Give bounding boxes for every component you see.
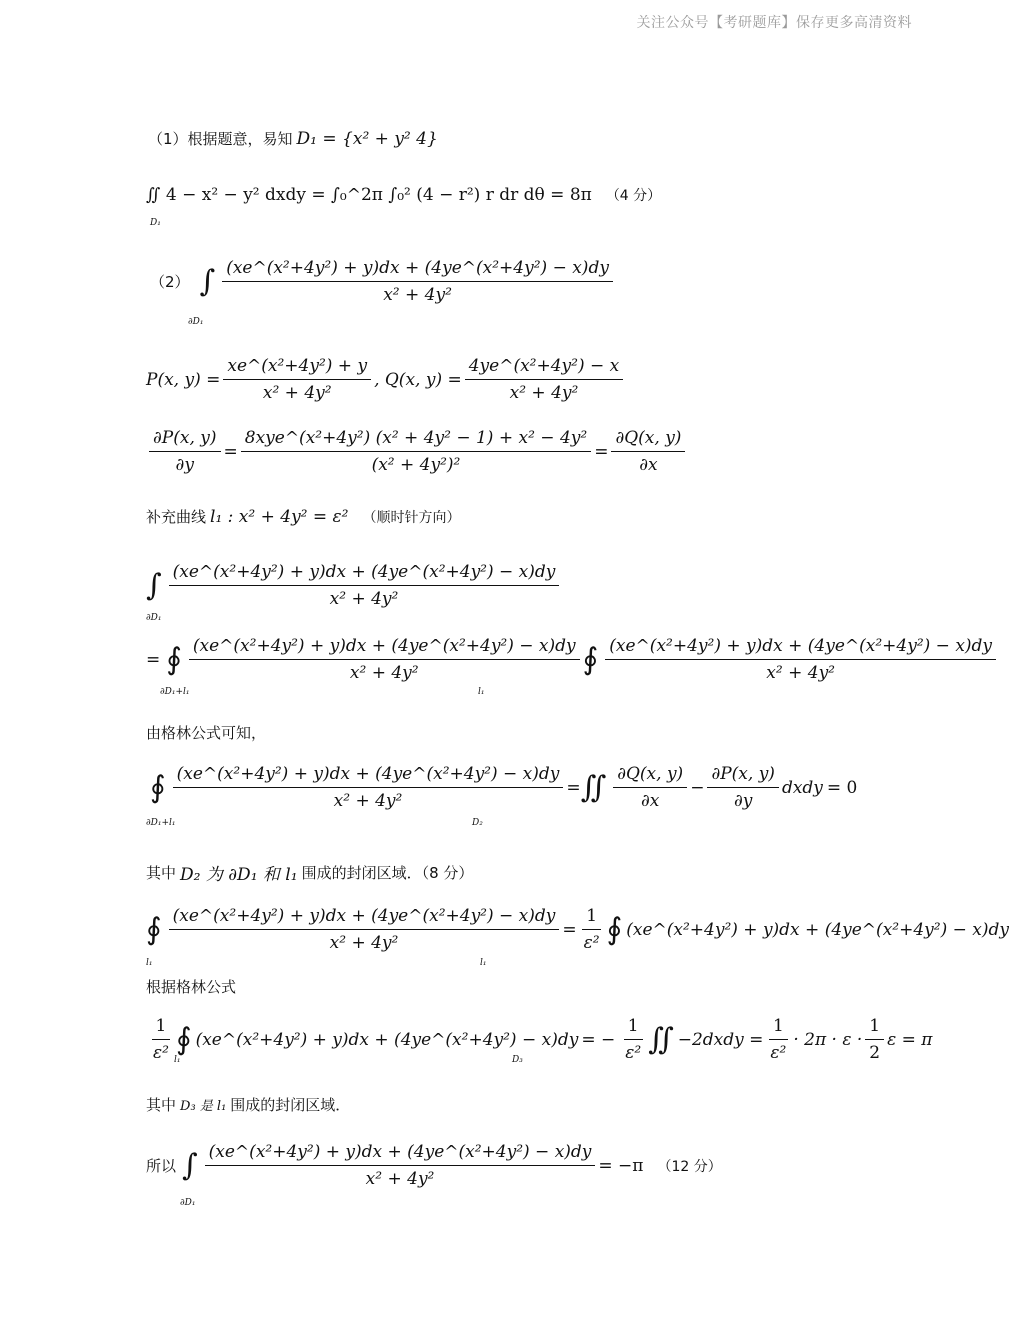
so-score: （12 分） <box>657 1158 722 1175</box>
green-dp: ∂P(x, y) <box>707 764 779 788</box>
int-repeat-den: x² + 4y² <box>329 589 399 609</box>
eps-frac-num: 1 <box>582 906 601 930</box>
dq-num: ∂Q(x, y) <box>611 428 685 452</box>
eps-num: (xe^(x²+4y²) + y)dx + (4ye^(x²+4y²) − x)dy <box>169 906 560 930</box>
part1-score: （4 分） <box>605 188 662 204</box>
mid-den: (x² + 4y²)² <box>371 455 461 475</box>
part1-integral-line <box>146 185 661 205</box>
fc-rhs2: · 2π · ε · <box>793 1029 863 1050</box>
where-b: 围成的封闭区域．（8 分） <box>301 864 474 882</box>
green-label-line <box>146 722 266 743</box>
curve-label: 补充曲线 <box>146 508 207 526</box>
int-repeat-num: (xe^(x²+4y²) + y)dx + (4ye^(x²+4y²) − x)dy <box>169 562 560 586</box>
pq-line <box>146 356 626 403</box>
partial-line: $\frac{\partial P(x, y)}{\partial y}$ = $\frac{\text{8xye\textasciicircum{}(x²+4y²) (x² + 4y² − 1) + x² − 4y²}}{\text{(x² + 4y²)²}}$ = $\frac{\partial Q(x, y)}{\partial x}$ <box>146 428 688 475</box>
split-line: = ∮ $\frac{\text{(xe\textasciicircum{}(x²+4y²) + y)dx + (4ye\textasciicircum{}(x²+4y²) − x)dy}}{\text{x² + 4y²}}$ ∮ $\frac{\text{(xe\textasciicircum{}(x²+4y²) + y)dx + (4ye\textasciicircum{}(x²+4y²) − x)dy}}{\text{x² + 4y²}}$ <box>146 636 999 683</box>
eps-den: x² + 4y² <box>329 933 399 953</box>
p-den: x² + 4y² <box>262 383 332 403</box>
eps-frac-den: ε² <box>583 933 600 953</box>
fc-num2: 1 <box>624 1016 643 1040</box>
q-def: , Q(x, y) = <box>374 369 462 390</box>
so-line: 所以 ∫ $\frac{\text{(xe\textasciicircum{}(x²+4y²) + y)dx + (4ye\textasciicircum{}(x²+4y²) − x)dy}}{\text{x² + 4y²}}$ = −π （12 分） <box>146 1142 722 1189</box>
q-den: x² + 4y² <box>509 383 579 403</box>
green-dq: ∂Q(x, y) <box>613 764 687 788</box>
dp-num: ∂P(x, y) <box>149 428 221 452</box>
green2-label: 根据格林公式 <box>146 978 237 996</box>
split-num1: (xe^(x²+4y²) + y)dx + (4ye^(x²+4y²) − x)dy <box>189 636 580 660</box>
dp-den: ∂y <box>175 455 194 475</box>
fc-half-num: 1 <box>865 1016 884 1040</box>
q-num: 4ye^(x²+4y²) − x <box>465 356 624 380</box>
part2-integral-line: （2） ∫ $\frac{\text{(xe\textasciicircum{}(x²+4y²) + y)dx + (4ye\textasciicircum{}(x²+4y²) − x)dy}}{\text{x² + 4y²}}$ <box>150 258 616 305</box>
fc-den3: ε² <box>770 1043 787 1063</box>
green-dy: ∂y <box>733 791 753 811</box>
green2-line <box>146 976 236 997</box>
where3-line <box>146 1094 350 1115</box>
where3-suffix: 围成的封闭区域． <box>230 1096 351 1114</box>
so-num: (xe^(x²+4y²) + y)dx + (4ye^(x²+4y²) − x)dy <box>205 1142 596 1166</box>
p-def: P(x, y) = <box>146 369 221 390</box>
p-num: xe^(x²+4y²) + y <box>223 356 371 380</box>
green-rhs: = 0 <box>826 777 858 798</box>
green-dx: ∂x <box>640 791 660 811</box>
dq-den: ∂x <box>639 455 658 475</box>
part2-frac <box>222 258 613 305</box>
fc-rhs: −2dxdy = <box>677 1029 764 1050</box>
part1-label: （1）根据题意，易知 <box>148 130 293 148</box>
watermark: 关注公众号【考研题库】保存更多高清资料 <box>636 15 912 31</box>
where3-mid: D₃ 是 l₁ <box>180 1099 227 1114</box>
split-den1: x² + 4y² <box>349 663 419 683</box>
fc-num: 1 <box>152 1016 171 1040</box>
split-num2: (xe^(x²+4y²) + y)dx + (4ye^(x²+4y²) − x)dy <box>605 636 996 660</box>
int-repeat-line: ∫ $\frac{\text{(xe\textasciicircum{}(x²+4y²) + y)dx + (4ye\textasciicircum{}(x²+4y²) − x)dy}}{\text{x² + 4y²}}$ <box>146 562 562 609</box>
fc-den2: ε² <box>625 1043 642 1063</box>
fc-num3: 1 <box>769 1016 788 1040</box>
eps-rhs: (xe^(x²+4y²) + y)dx + (4ye^(x²+4y²) − x)dy <box>626 919 1009 940</box>
green-line: ∮ $\frac{\text{(xe\textasciicircum{}(x²+4y²) + y)dx + (4ye\textasciicircum{}(x²+4y²) − x)dy}}{\text{x² + 4y²}}$ = ∬ $\frac{\partial Q(x, y)}{\partial x}$ − $\frac{\partial P(x, y)}{\partial y}$ dxdy = 0 <box>150 764 858 811</box>
part1-d1-limit: D₁ <box>150 218 161 228</box>
split-den2: x² + 4y² <box>766 663 835 683</box>
so-result: = −π <box>598 1155 644 1176</box>
final-calc-line: $\frac{1}{\text{ε²}}$ ∮ (xe^(x²+4y²) + y)dx + (4ye^(x²+4y²) − x)dy = − $\frac{1}{\text{ε²}}$ ∬ −2dxdy = $\frac{1}{\text{ε²}}$ · 2π · ε · $\frac{1}{2}$ ε = π <box>146 1016 932 1063</box>
so-den: x² + 4y² <box>365 1169 435 1189</box>
where-prefix: 其中 <box>146 864 177 882</box>
where-a: D₂ 为 ∂D₁ 和 l₁ <box>180 865 298 885</box>
mid-num: 8xye^(x²+4y²) (x² + 4y² − 1) + x² − 4y² <box>241 428 591 452</box>
part1-integral: ∬ 4 − x² − y² dxdy = ∫₀^2π ∫₀² (4 − r²) r dr dθ = 8π <box>146 185 592 205</box>
where3-prefix: 其中 <box>146 1096 177 1114</box>
fc-integrand: (xe^(x²+4y²) + y)dx + (4ye^(x²+4y²) − x)dy <box>195 1029 579 1050</box>
fc-half-den: 2 <box>869 1043 881 1063</box>
fc-rhs3: ε = π <box>887 1029 933 1050</box>
curve-note: （顺时针方向） <box>362 509 461 526</box>
where-line <box>146 860 473 885</box>
curve-eq: l₁ : x² + 4y² = ε² <box>210 506 349 527</box>
green-den: x² + 4y² <box>333 791 403 811</box>
part1-line <box>148 128 438 149</box>
fc-den: ε² <box>153 1043 169 1063</box>
part2-frac-num: (xe^(x²+4y²) + y)dx + (4ye^(x²+4y²) − x)dy <box>222 258 613 282</box>
part2-label: （2） <box>150 273 190 291</box>
curve-line <box>146 506 460 527</box>
eps-line: ∮ $\frac{\text{(xe\textasciicircum{}(x²+4y²) + y)dx + (4ye\textasciicircum{}(x²+4y²) − x)dy}}{\text{x² + 4y²}}$ = $\frac{1}{\text{ε²}}$ ∮ (xe^(x²+4y²) + y)dx + (4ye^(x²+4y²) − x)dy <box>146 906 1009 953</box>
part1-domain: D₁ = {x² + y² 4} <box>296 128 438 149</box>
green-num: (xe^(x²+4y²) + y)dx + (4ye^(x²+4y²) − x)dy <box>173 764 564 788</box>
green-label: 由格林公式可知， <box>146 724 267 742</box>
so-label: 所以 <box>146 1157 177 1175</box>
part2-frac-den: x² + 4y² <box>383 285 452 305</box>
